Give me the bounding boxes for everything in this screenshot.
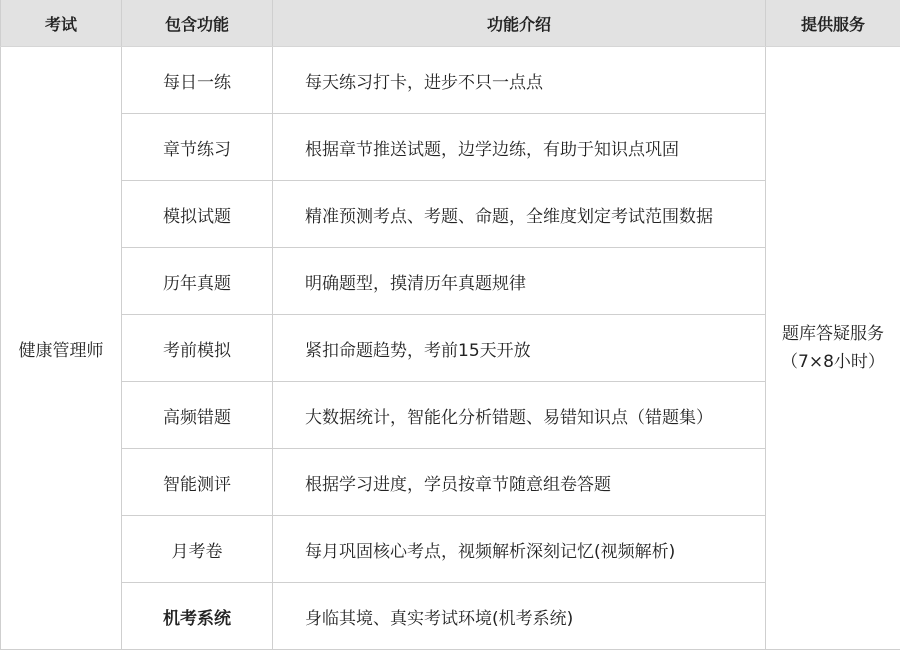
function-description-cell: 根据章节推送试题，边学边练，有助于知识点巩固 bbox=[273, 114, 766, 181]
table-row bbox=[1, 516, 900, 583]
function-description-cell: 紧扣命题趋势，考前15天开放 bbox=[273, 315, 766, 382]
table-row bbox=[1, 181, 900, 248]
table-row bbox=[1, 47, 900, 114]
function-name-cell: 机考系统 bbox=[122, 583, 273, 650]
function-description-cell: 根据学习进度，学员按章节随意组卷答题 bbox=[273, 449, 766, 516]
exam-name-cell: 健康管理师 bbox=[1, 47, 122, 650]
function-description-cell: 每天练习打卡，进步不只一点点 bbox=[273, 47, 766, 114]
service-hours: （7×8小时） bbox=[766, 348, 900, 376]
table-row bbox=[1, 315, 900, 382]
table-row bbox=[1, 583, 900, 650]
table-row bbox=[1, 114, 900, 181]
header-row bbox=[1, 0, 900, 47]
function-name-cell: 模拟试题 bbox=[122, 181, 273, 248]
function-description-cell: 明确题型，摸清历年真题规律 bbox=[273, 248, 766, 315]
table-row bbox=[1, 382, 900, 449]
function-name-cell: 高频错题 bbox=[122, 382, 273, 449]
function-name-cell: 章节练习 bbox=[122, 114, 273, 181]
table-row bbox=[1, 449, 900, 516]
function-description-cell: 大数据统计，智能化分析错题、易错知识点（错题集） bbox=[273, 382, 766, 449]
header-functions: 包含功能 bbox=[122, 0, 273, 47]
service-title: 题库答疑服务 bbox=[766, 320, 900, 348]
function-name-cell: 每日一练 bbox=[122, 47, 273, 114]
function-description-cell: 每月巩固核心考点，视频解析深刻记忆(视频解析) bbox=[273, 516, 766, 583]
header-exam: 考试 bbox=[1, 0, 122, 47]
function-name-cell: 月考卷 bbox=[122, 516, 273, 583]
function-description-cell: 身临其境、真实考试环境(机考系统) bbox=[273, 583, 766, 650]
header-description: 功能介绍 bbox=[273, 0, 766, 47]
function-name-cell: 历年真题 bbox=[122, 248, 273, 315]
function-name-cell: 考前模拟 bbox=[122, 315, 273, 382]
table-row bbox=[1, 248, 900, 315]
function-name-cell: 智能测评 bbox=[122, 449, 273, 516]
header-service: 提供服务 bbox=[766, 0, 900, 47]
service-cell bbox=[766, 47, 900, 650]
function-description-cell: 精准预测考点、考题、命题，全维度划定考试范围数据 bbox=[273, 181, 766, 248]
